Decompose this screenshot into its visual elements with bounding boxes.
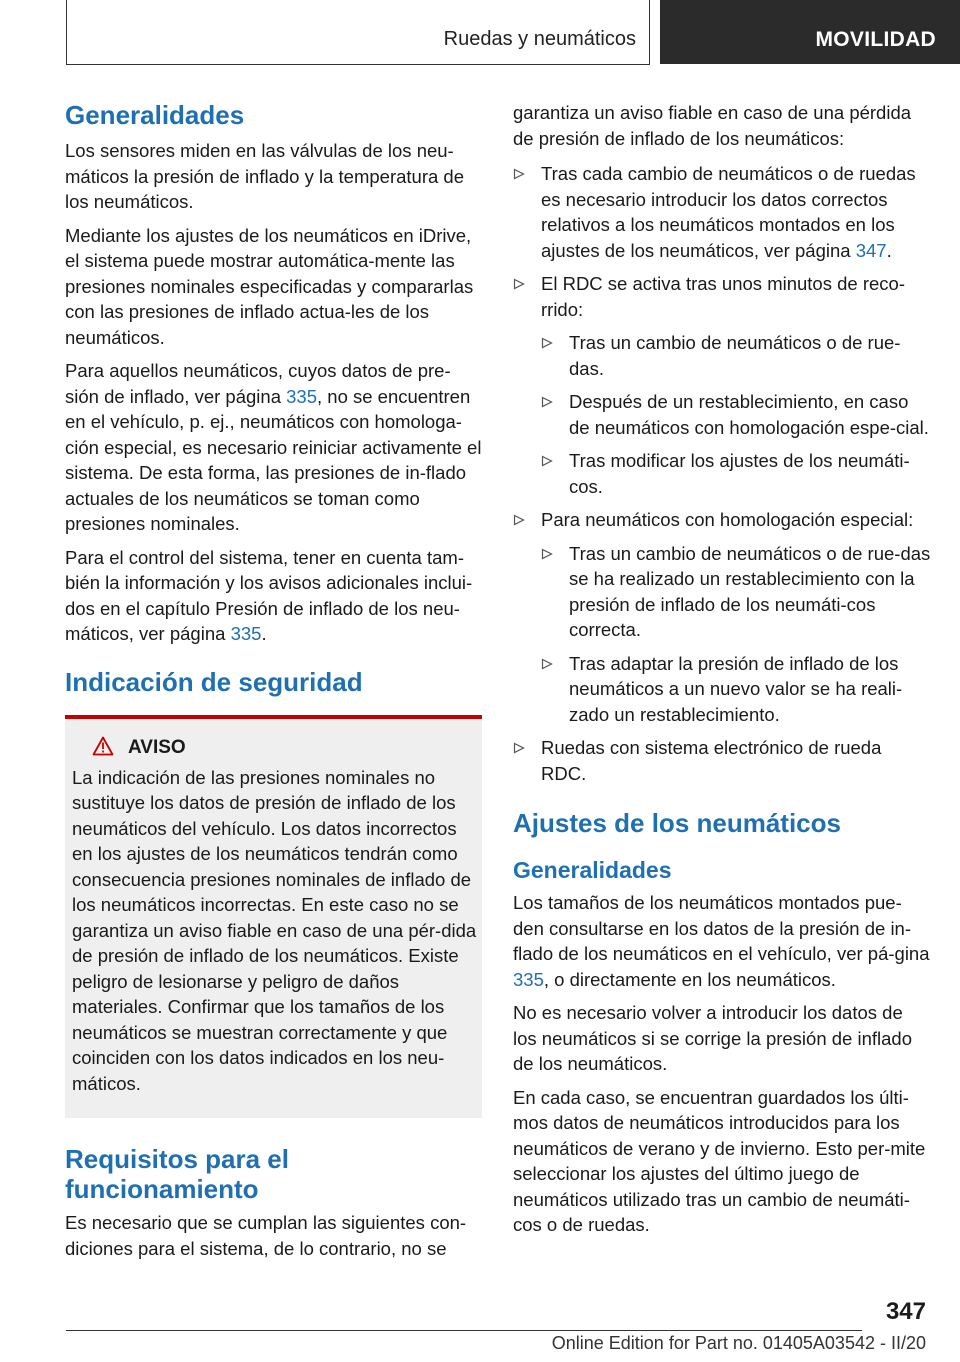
paragraph-reentry: No es necesario volver a introducir los datos de los neumáticos si se corrige la presión de inflado de los neumáticos. xyxy=(513,1002,912,1074)
paragraph-continued: garantiza un aviso fiable en caso de una pérdida de presión de inflado de los neumáticos: xyxy=(513,102,912,149)
heading-generalidades: Generalidades xyxy=(65,100,245,130)
page-link[interactable]: 335 xyxy=(513,968,544,990)
triangle-right-icon xyxy=(541,455,553,467)
text: Para el control del sistema, tener en cuenta tam-bién la información y los avisos adicionales inclui-dos en el capítulo Presión de inflado de los neu-máticos, ver página xyxy=(65,546,473,644)
text: , no se encuentren en el vehículo, p. ej., neumáticos con homologa-ción especial, es necesario reiniciar activamente el sistema. De esta forma, las presiones de in-flado actuales de los neumáticos se toman como presiones nominales. xyxy=(65,385,482,534)
list-item xyxy=(513,161,931,263)
list-item xyxy=(541,389,931,440)
text: Tras adaptar la presión de inflado de los neumáticos a un nuevo valor se ha reali-zado un restablecimiento. xyxy=(569,652,903,725)
paragraph-control xyxy=(65,545,482,647)
subheading-generalidades: Generalidades xyxy=(513,857,672,883)
chapter-tab xyxy=(660,0,960,64)
list-item xyxy=(513,735,931,786)
text: Tras cada cambio de neumáticos o de ruedas es necesario introducir los datos correctos relativos a los neumáticos montados en los ajustes de los neumáticos, ver página xyxy=(541,163,916,261)
page-number: 347 xyxy=(885,1298,926,1325)
page-link[interactable]: 347 xyxy=(855,239,887,261)
warning-notice xyxy=(65,715,482,1119)
notice-text: La indicación de las presiones nominales no sustituye los datos de presión de inflado de los neumáticos del vehículo. Los datos incorrectos en los ajustes de los neumáticos tendrán como consecuencia presiones nominales de inflado de los neumáticos incorrectas. En este caso no se garantiza un aviso fiable en caso de una pér-dida de presión de inflado de los neumáticos. Existe peligro de lesionarse y peligro de daños materiales. Confirmar que los tamaños de los neumáticos se muestran correctamente y que coinciden con los datos indicados en los neu-máticos. xyxy=(72,766,477,1094)
text: Para neumáticos con homologación especial: xyxy=(541,509,914,530)
list-item xyxy=(541,541,931,643)
list-item xyxy=(513,271,931,499)
text: Ruedas con sistema electrónico de rueda RDC. xyxy=(541,737,882,784)
heading-tire-settings: Ajustes de los neumáticos xyxy=(513,808,841,838)
text: Tras un cambio de neumáticos o de rue-das. xyxy=(569,332,901,379)
paragraph-saved: En cada caso, se encuentran guardados los últi-mos datos de neumáticos introducidos para los neumáticos de verano y de invierno. Esto per-mite seleccionar los ajustes del último juego de neumáticos utilizado tras un cambio de neumáti-cos o de ruedas. xyxy=(513,1086,926,1235)
notice-heading xyxy=(92,735,482,761)
list-item xyxy=(541,651,931,728)
text: Tras un cambio de neumáticos o de rue-das se ha realizado un restablecimiento con la presión de inflado de los neumáti-cos correcta. xyxy=(569,542,931,640)
chapter-label: MOVILIDAD xyxy=(815,28,936,51)
text: , o directamente en los neumáticos. xyxy=(543,968,836,990)
page-link[interactable]: 335 xyxy=(286,385,317,407)
footer-rule xyxy=(66,1330,862,1331)
left-column xyxy=(65,100,482,1269)
right-column xyxy=(513,100,931,1246)
edition-note: Online Edition for Part no. 01405A03542 - II/20 xyxy=(551,1333,926,1353)
sub-list xyxy=(541,330,931,499)
paragraph-reset xyxy=(65,358,482,537)
text: Tras modificar los ajustes de los neumáti-cos. xyxy=(569,450,910,497)
triangle-right-icon xyxy=(513,168,525,180)
text: Los tamaños de los neumáticos montados pue-den consultarse en los datos de la presión de in-flado de los neumáticos en el vehículo, ver pá-gina xyxy=(513,892,930,964)
section-title: Ruedas y neumáticos xyxy=(443,28,636,50)
header-bottom-rule xyxy=(66,64,650,65)
warning-triangle-icon xyxy=(92,736,114,756)
sub-list xyxy=(541,541,931,728)
paragraph-conditions: Es necesario que se cumplan las siguientes con-diciones para el sistema, de lo contrario, no se xyxy=(65,1212,467,1259)
paragraph-sizes xyxy=(513,890,931,992)
paragraph-sensors: Los sensores miden en las válvulas de los neu-máticos la presión de inflado y la temperatura de los neumáticos. xyxy=(65,140,464,212)
triangle-right-icon xyxy=(541,658,553,670)
triangle-right-icon xyxy=(513,514,525,526)
text: . xyxy=(886,239,892,261)
header-left-rule xyxy=(66,0,67,65)
triangle-right-icon xyxy=(513,278,525,290)
text: Después de un restablecimiento, en caso de neumáticos con homologación espe-cial. xyxy=(569,391,929,438)
text: . xyxy=(261,623,267,644)
heading-requirements: Requisitos para el funcionamiento xyxy=(65,1144,289,1204)
list-item xyxy=(541,448,931,499)
heading-safety: Indicación de seguridad xyxy=(65,666,363,697)
triangle-right-icon xyxy=(541,396,553,408)
paragraph-idrive: Mediante los ajustes de los neumáticos en iDrive, el sistema puede mostrar automática-mente las presiones nominales especificadas y compararlas con las presiones de inflado actua-les de los neumáticos. xyxy=(65,224,474,348)
triangle-right-icon xyxy=(513,742,525,754)
text: Para aquellos neumáticos, cuyos datos de pre-sión de inflado, ver página xyxy=(65,360,451,407)
text: El RDC se activa tras unos minutos de reco-rrido: xyxy=(541,273,905,320)
page-link[interactable]: 335 xyxy=(230,623,262,644)
list-item xyxy=(513,507,931,727)
triangle-right-icon xyxy=(541,548,553,560)
list-item xyxy=(541,330,931,381)
triangle-right-icon xyxy=(541,337,553,349)
header-divider xyxy=(649,0,650,65)
conditions-list xyxy=(513,161,931,786)
notice-title: AVISO xyxy=(128,736,186,758)
